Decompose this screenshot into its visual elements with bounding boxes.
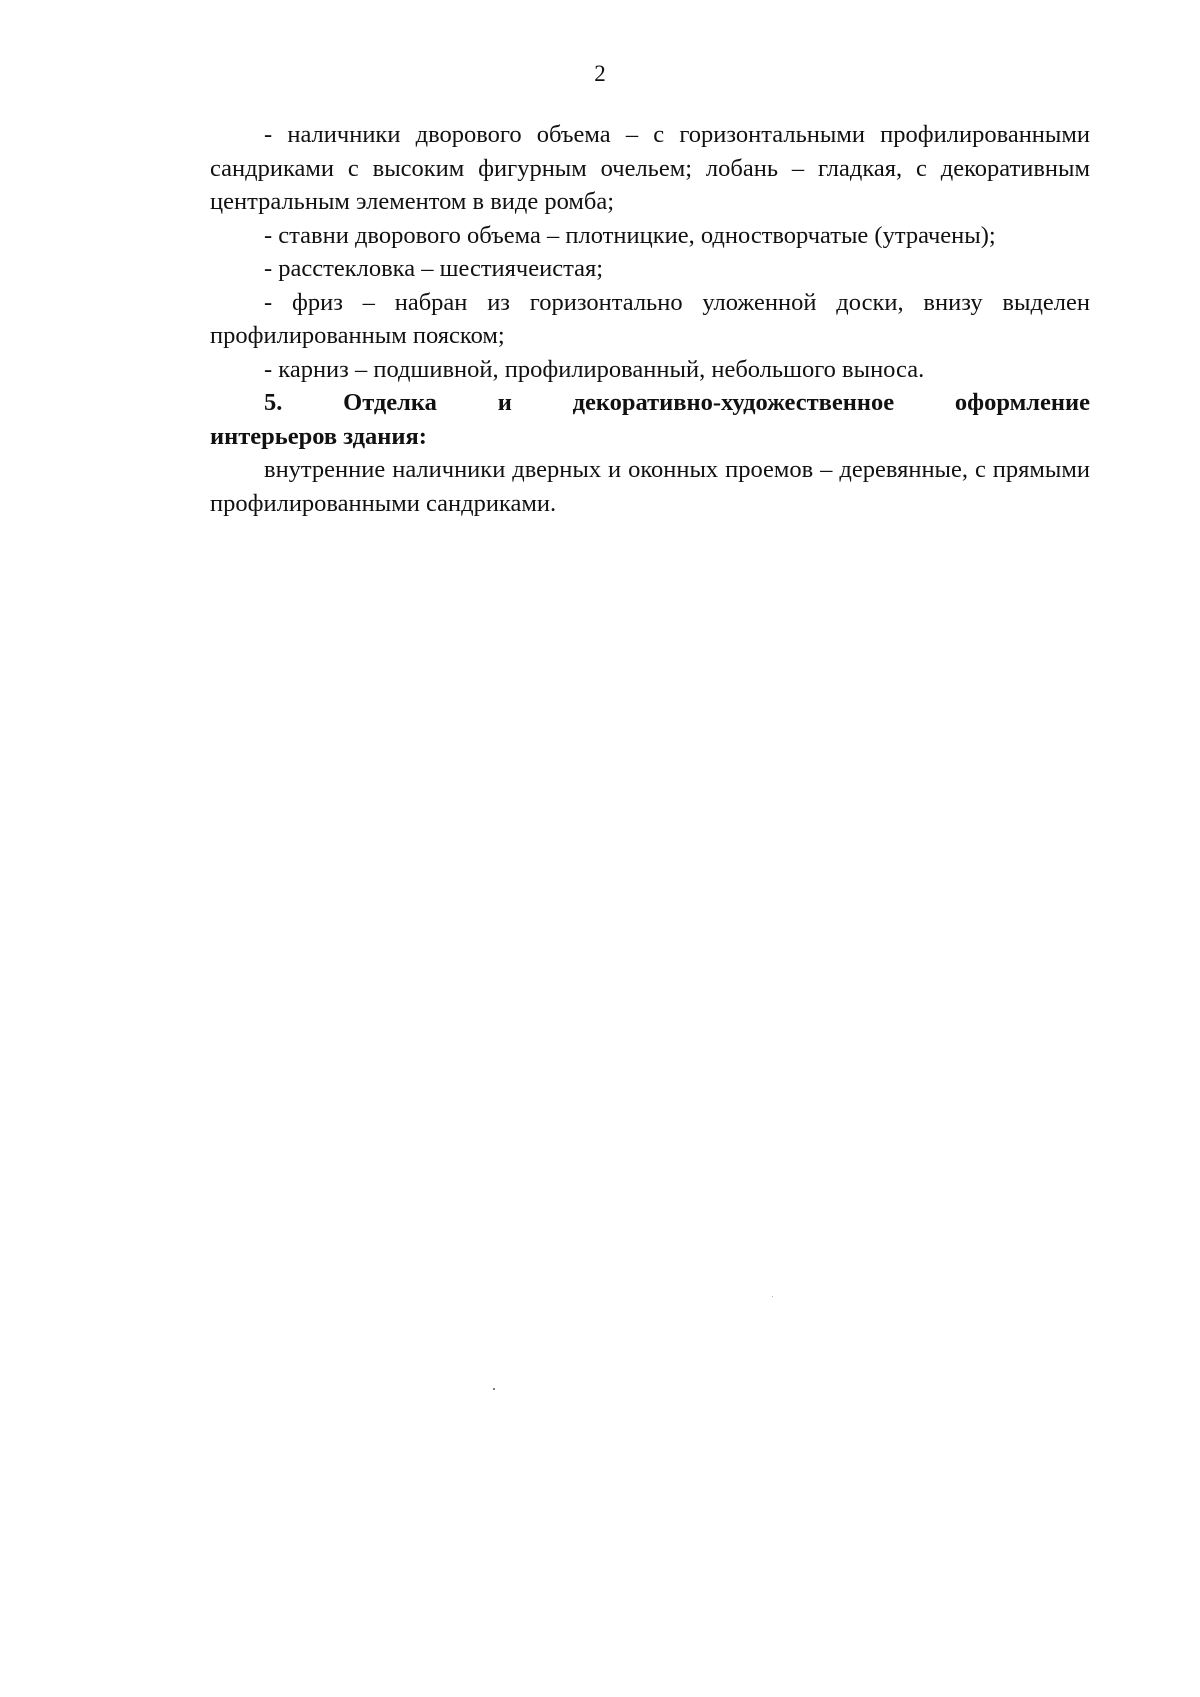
scan-speck [493,1388,495,1390]
paragraph-cornice: - карниз – подшивной, профилированный, небольшого выноса. [264,355,925,383]
section-heading [210,386,1090,453]
paragraph-glazing: - расстекловка – шестиячеистая; [264,255,604,282]
paragraph-shutters: - ставни дворового объема – плотницкие, одностворчатые (утрачены); [264,221,996,249]
paragraph-frieze: - фриз – набран из горизонтально уложенной доски, внизу выделен профилированным пояском; [210,288,1090,349]
page-number: 2 [594,61,606,86]
paragraph-window-trims: - наличники дворового объема – с горизонтальными профилированными сандриками с высоким фигурным очельем; лобань – гладкая, с декоративным центральным элементом в виде ромба; [210,121,1090,215]
document-body [210,118,1090,520]
scan-speck [772,1296,773,1297]
section-heading-line1: 5. Отделка и декоративно-художественное оформление [264,389,1090,416]
paragraph-interior-trims: внутренние наличники дверных и оконных проемов – деревянные, с прямыми профилированными сандриками. [210,456,1090,517]
section-heading-line2: интерьеров здания: [210,422,427,450]
